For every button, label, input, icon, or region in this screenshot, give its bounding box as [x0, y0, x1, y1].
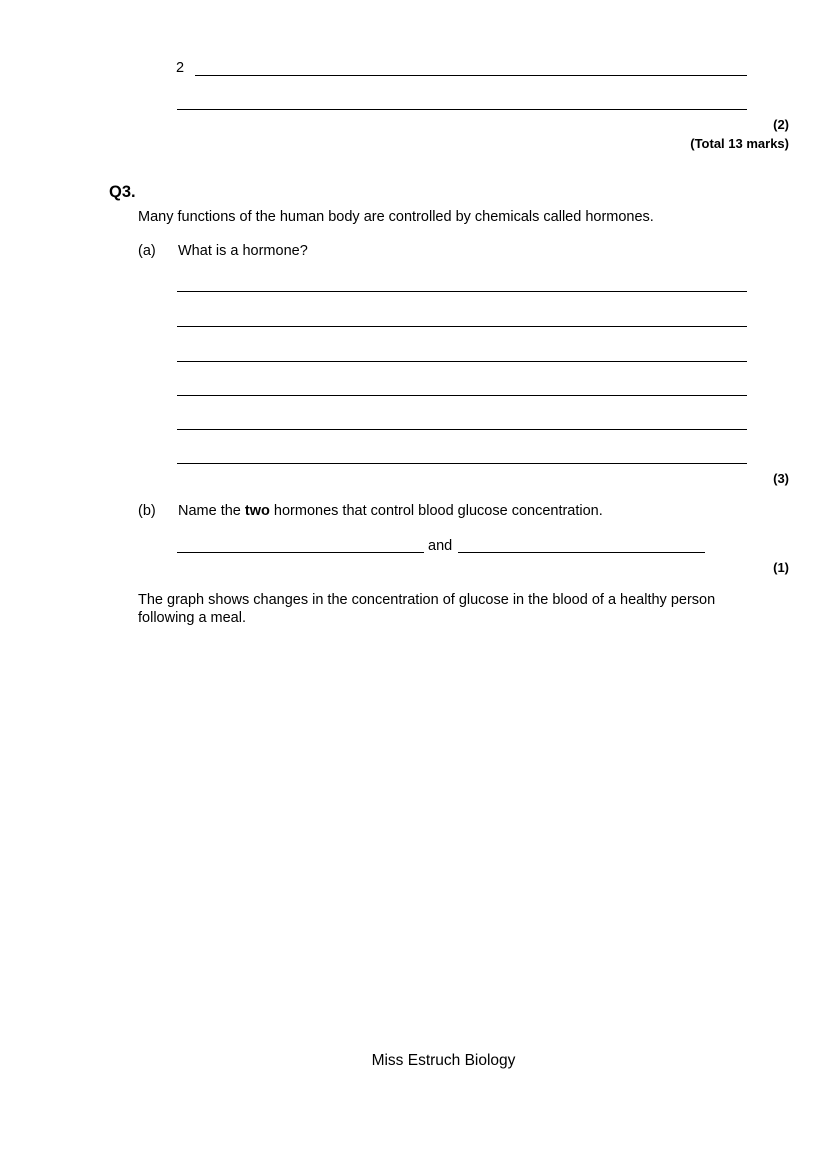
answer-line[interactable] [195, 75, 747, 76]
graph-intro-line-1: The graph shows changes in the concentration of glucose in the blood of a healthy person [138, 592, 716, 608]
answer-line-number: 2 [176, 60, 185, 76]
connector-and: and [428, 538, 453, 554]
answer-line[interactable] [177, 291, 747, 292]
part-a-label: (a) [138, 243, 156, 259]
answer-line[interactable] [177, 109, 747, 110]
answer-line-hormone-1[interactable] [177, 552, 424, 553]
total-marks-label: (Total 13 marks) [690, 136, 789, 151]
marks-label: (1) [773, 560, 789, 575]
question-intro: Many functions of the human body are controlled by chemicals called hormones. [138, 209, 654, 225]
part-a-question: What is a hormone? [178, 243, 308, 259]
part-b-label: (b) [138, 503, 156, 519]
marks-label: (2) [773, 117, 789, 132]
answer-line-hormone-2[interactable] [458, 552, 705, 553]
part-b-question: Name the two hormones that control blood glucose concentration. [178, 503, 603, 519]
question-heading: Q3. [109, 183, 136, 201]
answer-line[interactable] [177, 463, 747, 464]
marks-label: (3) [773, 471, 789, 486]
graph-intro-line-2: following a meal. [138, 610, 246, 626]
answer-line[interactable] [177, 395, 747, 396]
answer-line[interactable] [177, 326, 747, 327]
page-footer: Miss Estruch Biology [371, 1052, 516, 1069]
answer-line[interactable] [177, 429, 747, 430]
answer-line[interactable] [177, 361, 747, 362]
